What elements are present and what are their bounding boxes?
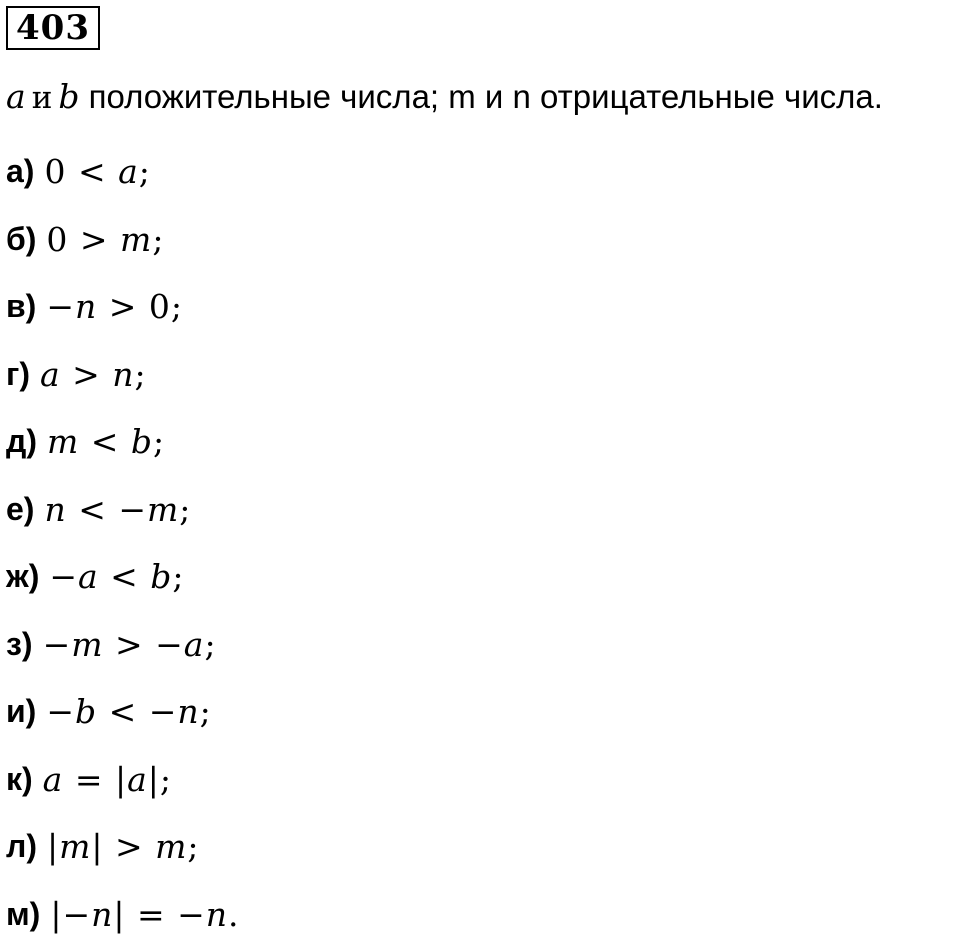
answer-expression: 0 < 𝑎;: [44, 152, 151, 192]
answer-expression: 𝑚 < 𝑏;: [46, 422, 166, 462]
answer-row: [6, 881, 240, 949]
answer-list: [6, 138, 240, 948]
answer-expression: 𝑎 = |𝑎|;: [42, 759, 173, 799]
answer-expression: |𝑚| > 𝑚;: [46, 827, 200, 867]
answer-letter: з): [6, 625, 33, 662]
answer-letter: б): [6, 220, 37, 257]
answer-expression: −𝑎 < 𝑏;: [49, 557, 185, 597]
answer-row: [6, 408, 240, 476]
answer-row: [6, 206, 240, 274]
answer-expression: −𝑛 > 0;: [46, 287, 183, 327]
answer-expression: −𝑏 < −𝑛;: [46, 692, 212, 732]
answer-letter: е): [6, 490, 35, 527]
answer-row: [6, 746, 240, 814]
answer-row: [6, 273, 240, 341]
answer-expression: −𝑚 > −𝑎;: [42, 624, 217, 664]
answer-letter: г): [6, 355, 30, 392]
variable-b: b: [58, 77, 80, 116]
answer-letter: в): [6, 288, 37, 325]
answer-letter: д): [6, 423, 37, 460]
statement-text: положительные числа; m и n отрицательные числа.: [79, 78, 883, 115]
answer-row: [6, 476, 240, 544]
answer-letter: а): [6, 153, 35, 190]
answer-expression: 𝑛 < −𝑚;: [44, 489, 192, 529]
answer-row: [6, 138, 240, 206]
variable-a: a: [6, 77, 26, 116]
answer-expression: 𝑎 > 𝑛;: [39, 354, 147, 394]
answer-expression: 0 > 𝑚;: [46, 219, 165, 259]
answer-letter: л): [6, 828, 37, 865]
answer-row: [6, 611, 240, 679]
answer-row: [6, 341, 240, 409]
answer-row: [6, 813, 240, 881]
answer-row: [6, 543, 240, 611]
problem-number-box: 403: [6, 6, 100, 50]
answer-letter: ж): [6, 558, 40, 595]
answer-letter: к): [6, 760, 33, 797]
answer-letter: м): [6, 895, 41, 932]
answer-row: [6, 678, 240, 746]
conjunction: и: [31, 80, 53, 116]
answer-expression: |−𝑛| = −𝑛.: [50, 894, 240, 934]
problem-statement: [6, 72, 883, 122]
answer-letter: и): [6, 693, 37, 730]
